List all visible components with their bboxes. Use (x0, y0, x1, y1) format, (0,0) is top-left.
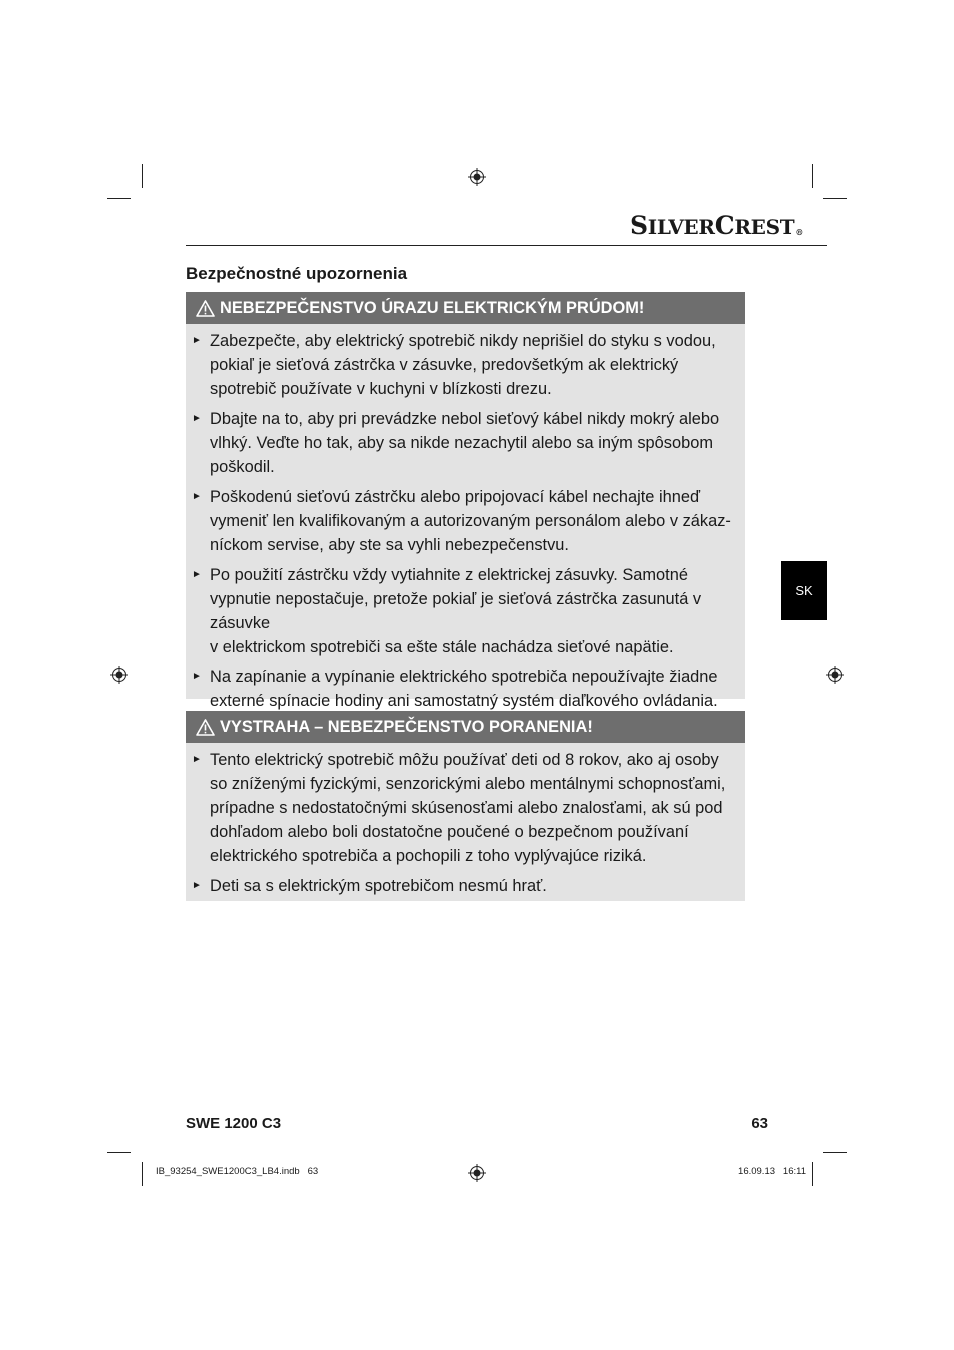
section-title: Bezpečnostné upozornenia (186, 264, 408, 283)
list-item-text: Po použití zástrčku vždy vytiahnite z elektrickej zásuvky. Samotné vypnutie nepostačuje, pretože pokiaľ je sieťová zástrčka zasunutá v zásuvke (210, 566, 702, 632)
crop-mark (142, 164, 143, 188)
registered-mark: ® (795, 227, 804, 237)
list-item (186, 748, 745, 868)
registration-mark-icon (468, 1164, 486, 1182)
logo-text: ILVER (647, 215, 715, 239)
model-number: SWE 1200 C3 (186, 1115, 282, 1132)
list-item-text: Zabezpečte, aby elektrický spotrebič nikdy neprišiel do styku s vodou, pokiaľ je sieťová zástrčka v zásuvke, predovšetkým ak elektrický spotrebič používate v kuchyni v blízkosti drezu. (210, 332, 716, 398)
crop-mark (823, 1152, 847, 1153)
logo-letter: S (630, 211, 648, 240)
list-item-text: Deti sa s elektrickým spotrebičom nesmú hrať. (210, 877, 547, 895)
bullet-arrow-icon: ► (192, 491, 202, 502)
warning-list (186, 324, 745, 721)
list-item-text: Na zapínanie a vypínanie elektrického spotrebiča nepoužívajte žiadne externé spínacie hodiny ani samostatný systém diaľkového ovládania. (210, 668, 718, 710)
crop-mark (823, 198, 847, 199)
bullet-arrow-icon: ► (192, 880, 202, 891)
registration-mark-icon (826, 666, 844, 684)
list-item (186, 874, 745, 898)
logo-text: REST (734, 215, 795, 239)
list-item (186, 407, 745, 479)
warning-heading-text: VYSTRAHA – NEBEZPEČENSTVO PORANENIA! (220, 718, 593, 736)
warning-box-injury (186, 711, 745, 901)
print-slug-date: 16.09.13 16:11 (738, 1166, 806, 1177)
bullet-arrow-icon: ► (192, 671, 202, 682)
header-rule (186, 245, 827, 246)
warning-box-heading (186, 711, 745, 743)
silvercrest-logo (630, 210, 804, 242)
list-item (186, 563, 745, 659)
list-item-text: Dbajte na to, aby pri prevádzke nebol sieťový kábel nikdy mokrý alebo vlhký. Veďte ho tak, aby sa nikde nezachytil alebo sa iným spôsobom poškodil. (210, 410, 720, 476)
language-tab: SK (781, 561, 827, 620)
bullet-arrow-icon: ► (192, 335, 202, 346)
list-item (186, 665, 745, 713)
crop-mark (107, 198, 131, 199)
print-slug-file: IB_93254_SWE1200C3_LB4.indb 63 (156, 1166, 319, 1177)
bullet-arrow-icon: ► (192, 413, 202, 424)
list-item (186, 485, 745, 557)
warning-box-heading (186, 292, 745, 324)
bullet-arrow-icon: ► (192, 569, 202, 580)
bullet-arrow-icon: ► (192, 754, 202, 765)
list-item-text: Poškodenú sieťovú zástrčku alebo pripojovací kábel nechajte ihneď vymeniť len kvalifikovaným a autorizovaným personálom alebo v zákaz-níckom servise, aby ste sa vyhli nebezpečenstvu. (210, 488, 731, 554)
list-item-text-continuation: v elektrickom spotrebiči sa ešte stále nachádza sieťové napätie. (210, 638, 674, 656)
logo-letter: C (714, 211, 735, 240)
registration-mark-icon (468, 168, 486, 186)
crop-mark (107, 1152, 131, 1153)
crop-mark (142, 1162, 143, 1186)
warning-list (186, 743, 745, 906)
list-item (186, 329, 745, 401)
warning-triangle-icon (196, 719, 215, 736)
crop-mark (812, 1162, 813, 1186)
warning-heading-text: NEBEZPEČENSTVO ÚRAZU ELEKTRICKÝM PRÚDOM! (220, 299, 645, 317)
warning-triangle-icon (196, 300, 215, 317)
warning-box-electric-shock (186, 292, 745, 710)
page-number: 63 (751, 1115, 768, 1132)
crop-mark (812, 164, 813, 188)
list-item-text: Tento elektrický spotrebič môžu používať deti od 8 rokov, ako aj osoby so zníženými fyzickými, senzorickými alebo mentálnymi schopnosťami, prípadne s nedostatočnými skúsenosťami alebo znalosťami, ak sú pod dohľadom alebo boli dostatočne poučené o bezpečnom používaní elektrického spotrebiča a pochopili z toho vyplývajúce riziká. (210, 751, 726, 865)
registration-mark-icon (110, 666, 128, 684)
